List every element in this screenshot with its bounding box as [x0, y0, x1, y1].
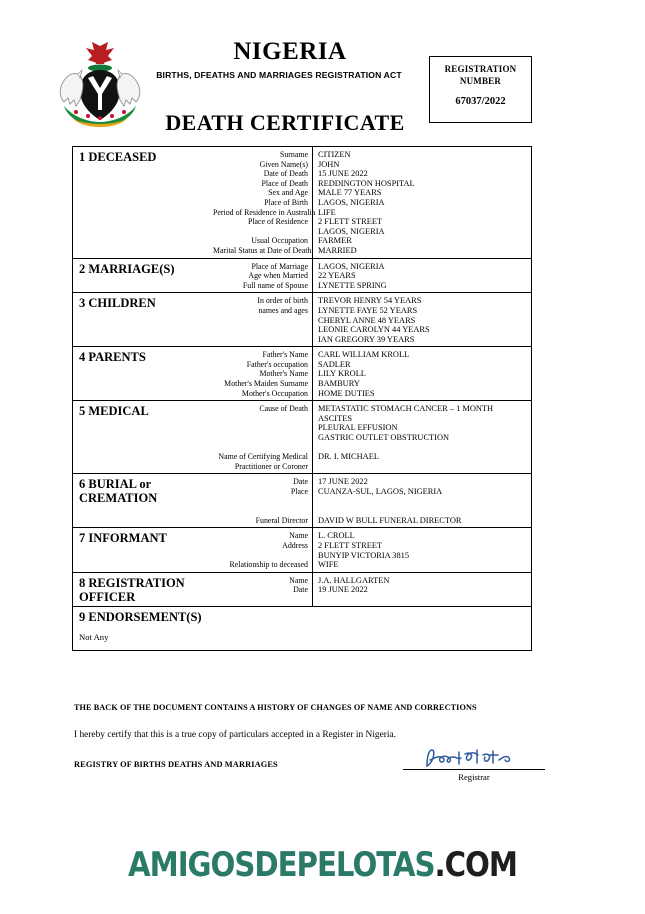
field-label: Place of Death — [261, 178, 308, 188]
watermark-suffix-text: .COM — [434, 845, 517, 885]
section-registration-officer — [73, 573, 531, 607]
act-subtitle: BIRTHS, DFEATHS AND MARRIAGES REGISTRATION ACT — [156, 70, 402, 80]
field-value: LYNETTE SPRING — [318, 280, 387, 290]
cause-of-death-entry: GASTRIC OUTLET OBSTRUCTION — [318, 433, 450, 443]
field-value: 19 JUNE 2022 — [318, 585, 368, 595]
field-value: REDDINGTON HOSPITAL — [318, 178, 415, 188]
field-labels-medical — [213, 401, 313, 473]
section-body-burial — [213, 474, 531, 527]
field-value: 2 FLETT STREET — [318, 540, 383, 550]
section-title-children: 3 CHILDREN — [79, 296, 156, 311]
field-label: Father's occupation — [246, 359, 308, 369]
field-label: Funeral Director — [255, 515, 308, 525]
cause-of-death-entry: ASCITES — [318, 413, 352, 423]
field-label: names and ages — [258, 305, 308, 315]
field-label: Usual Occupation — [251, 236, 308, 246]
watermark-primary-text: AMIGOSDEPELOTAS — [128, 845, 435, 885]
field-values-medical — [313, 401, 531, 473]
field-label: Name of Certifying Medical — [218, 452, 308, 462]
section-children — [73, 293, 531, 347]
field-label: Father's Name — [262, 350, 308, 360]
field-label: Date — [293, 585, 308, 595]
field-label-spacer — [213, 497, 308, 507]
field-value: LAGOS, NIGERIA — [318, 261, 385, 271]
field-value: SADLER — [318, 359, 351, 369]
cause-of-death-entry: METASTATIC STOMACH CANCER – 1 MONTH — [318, 404, 494, 414]
section-title-endorsements: 9 ENDORSEMENT(S) — [79, 609, 202, 624]
section-informant — [73, 528, 531, 572]
field-value: JOHN — [318, 159, 340, 169]
section-title-medical: 5 MEDICAL — [79, 404, 149, 419]
field-label: Mother's Maiden Surname — [224, 379, 308, 389]
field-value: HOME DUTIES — [318, 388, 375, 398]
field-values-children — [313, 293, 531, 346]
section-body-parents — [213, 347, 531, 400]
registration-label-line1: REGISTRATION — [444, 64, 517, 74]
section-endorsements — [73, 607, 531, 650]
field-value: LAGOS, NIGERIA — [318, 226, 385, 236]
field-labels-registration-officer — [213, 573, 313, 606]
field-value: 15 JUNE 2022 — [318, 169, 368, 179]
site-watermark — [45, 845, 600, 885]
child-entry: CHERYL ANNE 48 YEARS — [318, 315, 416, 325]
cause-of-death-entry: PLEURAL EFFUSION — [318, 423, 398, 433]
field-values-marriages — [313, 259, 531, 293]
field-label: Full name of Spouse — [242, 280, 308, 290]
field-label: Cause of Death — [259, 404, 308, 414]
section-deceased — [73, 147, 531, 259]
field-value: 17 JUNE 2022 — [318, 477, 368, 487]
field-value-spacer — [318, 443, 531, 453]
section-title-parents: 4 PARENTS — [79, 350, 146, 365]
field-value: 22 YEARS — [318, 271, 356, 281]
field-label: Name — [289, 575, 308, 585]
section-medical — [73, 401, 531, 474]
field-label-spacer — [213, 433, 308, 443]
field-value: LIFE — [318, 207, 336, 217]
field-label: Place of Residence — [247, 217, 308, 227]
section-marriages — [73, 259, 531, 294]
field-label: In order of birth — [257, 296, 308, 306]
nigeria-coat-of-arms-icon — [48, 40, 152, 128]
handwritten-signature-icon — [403, 747, 545, 769]
field-label: Period of Residence in Australia — [213, 207, 316, 217]
field-values-deceased — [313, 147, 531, 258]
field-label: Date — [293, 477, 308, 487]
field-values-registration-officer — [313, 573, 531, 606]
field-value: LILY KROLL — [318, 369, 366, 379]
field-value: FARMER — [318, 236, 352, 246]
field-value: DR. I. MICHAEL — [318, 452, 379, 462]
section-parents — [73, 347, 531, 401]
field-label: Surname — [279, 150, 308, 159]
section-title-registration-officer: 8 REGISTRATION OFFICER — [79, 575, 185, 604]
registry-name: REGISTRY OF BIRTHS DEATHS AND MARRIAGES — [74, 760, 278, 769]
field-labels-parents — [213, 347, 313, 400]
field-label-spacer — [213, 227, 308, 237]
country-title: NIGERIA — [233, 38, 347, 65]
field-value: BAMBURY — [318, 379, 360, 389]
field-value: MARRIED — [318, 245, 357, 255]
section-title-burial-cremation — [73, 474, 213, 527]
field-labels-children — [213, 293, 313, 346]
field-labels-deceased — [213, 147, 316, 258]
field-label: Place — [290, 487, 308, 496]
certification-statement: I hereby certify that this is a true copy of particulars accepted in a Register in Nigeria. — [74, 730, 397, 740]
section-title-deceased: 1 DECEASED — [79, 150, 157, 164]
field-labels-informant — [213, 528, 313, 571]
field-value-spacer — [318, 506, 531, 516]
certificate-table — [72, 146, 532, 651]
registration-number-value: 67037/2022 — [455, 96, 506, 107]
child-entry: TREVOR HENRY 54 YEARS — [318, 296, 422, 306]
field-value: J.A. HALLGARTEN — [318, 575, 390, 585]
field-values-parents — [313, 347, 531, 400]
field-value: DAVID W BULL FUNERAL DIRECTOR — [318, 515, 462, 525]
child-entry: LYNETTE FAYE 52 YEARS — [318, 305, 418, 315]
section-body-children — [213, 293, 531, 346]
section-body-deceased — [213, 147, 531, 258]
field-value: BUNYIP VICTORIA 3815 — [318, 550, 410, 560]
field-label-spacer — [213, 506, 308, 516]
section-body-registration-officer — [213, 573, 531, 606]
field-values-informant — [313, 528, 531, 571]
signature-block — [403, 747, 545, 782]
child-entry: LEONIE CAROLYN 44 YEARS — [318, 325, 430, 335]
field-label-spacer — [213, 443, 308, 453]
section-body-medical — [213, 401, 531, 473]
back-of-document-notice: THE BACK OF THE DOCUMENT CONTAINS A HISTORY OF CHANGES OF NAME AND CORRECTIONS — [74, 703, 477, 712]
field-label: Place of Birth — [264, 197, 308, 207]
field-label: Given Name(s) — [259, 159, 308, 169]
section-body-marriages — [213, 259, 531, 293]
field-label-spacer — [213, 551, 308, 561]
registration-label-line2: NUMBER — [459, 76, 502, 86]
section-title-informant: 7 INFORMANT — [79, 531, 167, 546]
registration-number-box — [429, 56, 532, 123]
field-label: Date of Death — [263, 169, 308, 179]
field-labels-burial — [213, 474, 313, 527]
field-value: CARL WILLIAM KROLL — [318, 350, 410, 360]
field-label: Relationship to deceased — [229, 560, 308, 570]
section-title-line1: 6 BURIAL or — [79, 477, 152, 492]
field-label: Mother's Occupation — [241, 388, 308, 398]
field-label: Place of Marriage — [251, 261, 308, 271]
field-value: CITIZEN — [318, 150, 351, 159]
field-value: 2 FLETT STREET — [318, 217, 383, 227]
field-label-spacer — [213, 414, 308, 424]
field-label: Marital Status at Date of Death — [213, 245, 312, 255]
section-body-informant — [213, 528, 531, 571]
endorsements-body: Not Any — [79, 631, 109, 642]
certificate-header — [0, 0, 645, 135]
signature-caption: Registrar — [458, 772, 490, 782]
certificate-footer — [74, 703, 544, 782]
field-label: Practitioner or Coroner — [234, 461, 308, 471]
field-value: WIFE — [318, 560, 339, 570]
field-value-spacer — [318, 497, 531, 507]
field-labels-marriages — [213, 259, 313, 293]
field-value: L. CROLL — [318, 531, 355, 541]
section-burial-cremation — [73, 474, 531, 528]
field-values-burial — [313, 474, 531, 527]
field-value: CUANZA-SUL, LAGOS, NIGERIA — [318, 487, 443, 496]
field-value: MALE 77 YEARS — [318, 188, 382, 198]
child-entry: IAN GREGORY 39 YEARS — [318, 334, 415, 344]
field-value: LAGOS, NIGERIA — [318, 197, 385, 207]
field-label: Age when Married — [248, 271, 308, 281]
field-label: Address — [282, 540, 308, 550]
section-title-line2: CREMATION — [79, 491, 158, 506]
document-title: DEATH CERTIFICATE — [165, 110, 405, 135]
field-label: Name — [289, 531, 308, 541]
field-label: Mother's Name — [259, 369, 308, 379]
field-label: Sex and Age — [268, 188, 308, 198]
section-title-marriages: 2 MARRIAGE(S) — [79, 261, 175, 276]
field-label-spacer — [213, 423, 308, 433]
